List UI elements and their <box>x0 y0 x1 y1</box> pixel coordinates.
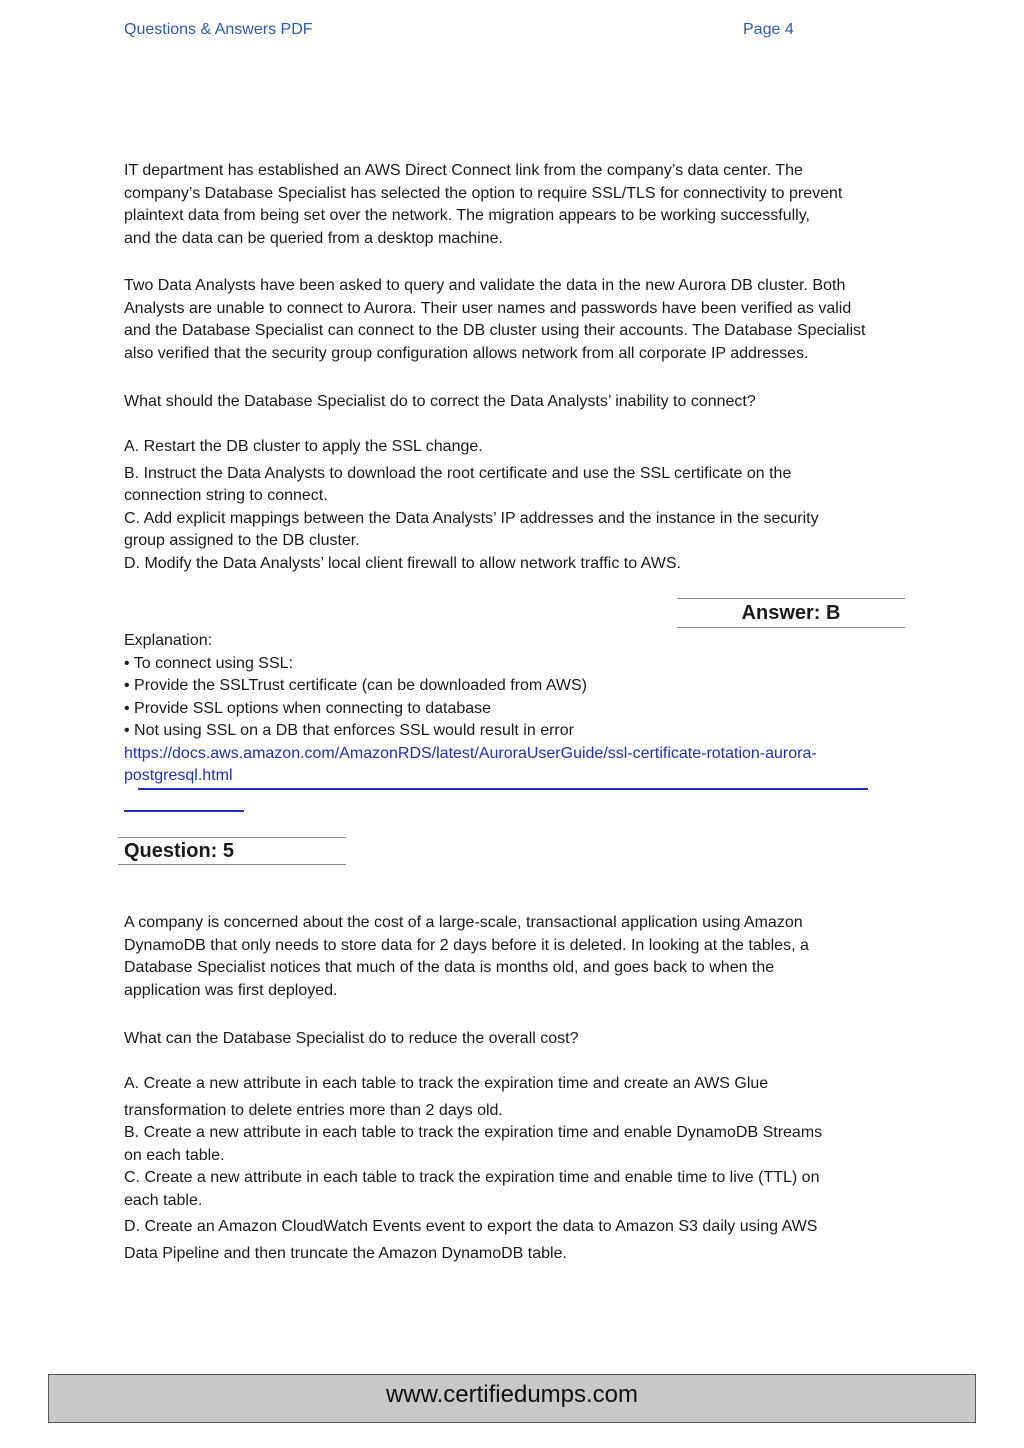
link-underline <box>138 788 868 790</box>
explanation-item: • Provide SSL options when connecting to database <box>124 699 492 717</box>
text-line: IT department has established an AWS Direct Connect link from the company’s data center. The <box>124 162 803 179</box>
option-b: B. Instruct the Data Analysts to download the root certificate and use the SSL certificate on the <box>124 464 792 482</box>
q5-options <box>124 1073 924 1265</box>
reference-link[interactable]: https://docs.aws.amazon.com/AmazonRDS/latest/AuroraUserGuide/ssl-certificate-rotation-aurora- <box>124 744 817 762</box>
header-title: Questions & Answers PDF <box>124 21 313 38</box>
question-title: Question: 5 <box>124 840 235 862</box>
option-b: B. Create a new attribute in each table to track the expiration time and enable DynamoDB Streams <box>124 1124 823 1141</box>
text-line: and the data can be queried from a desktop machine. <box>124 229 503 247</box>
q5-prompt: What can the Database Specialist do to reduce the overall cost? <box>124 1030 579 1047</box>
question-rule-bottom <box>118 864 346 865</box>
option-a: A. Restart the DB cluster to apply the SSL change. <box>124 438 483 455</box>
q4-paragraph-2 <box>124 275 934 365</box>
text-line: also verified that the security group configuration allows network from all corporate IP addresses. <box>124 344 809 362</box>
option-d-cont: Data Pipeline and then truncate the Amazon DynamoDB table. <box>124 1244 567 1262</box>
q4-prompt: What should the Database Specialist do to correct the Data Analysts’ inability to connect? <box>124 393 756 410</box>
option-d: D. Create an Amazon CloudWatch Events event to export the data to Amazon S3 daily using AWS <box>124 1218 818 1235</box>
option-c: C. Create a new attribute in each table to track the expiration time and enable time to live (TTL) on <box>124 1169 820 1186</box>
reference-link-cont[interactable]: postgresql.html <box>124 767 233 784</box>
q4-options <box>124 436 924 575</box>
text-line: A company is concerned about the cost of a large-scale, transactional application using Amazon <box>124 914 803 931</box>
text-line: plaintext data from being set over the network. The migration appears to be working successfully, <box>124 207 810 224</box>
text-line: application was first deployed. <box>124 981 338 999</box>
option-b-cont: on each table. <box>124 1146 225 1164</box>
answer-label: Answer: B <box>741 602 841 624</box>
q5-paragraph <box>124 912 924 1002</box>
text-line: Analysts are unable to connect to Aurora. Their user names and passwords have been verified as valid <box>124 299 852 317</box>
answer-rule-top <box>677 598 905 599</box>
option-c-cont: each table. <box>124 1191 203 1209</box>
explanation-heading: Explanation: <box>124 632 213 649</box>
explanation-item: • Provide the SSLTrust certificate (can be downloaded from AWS) <box>124 677 587 694</box>
option-a: A. Create a new attribute in each table to track the expiration time and create an AWS Glue <box>124 1075 769 1092</box>
text-line: DynamoDB that only needs to store data for 2 days before it is deleted. In looking at the tables, a <box>124 936 809 954</box>
text-line: and the Database Specialist can connect to the DB cluster using their accounts. The Database Specialist <box>124 322 866 339</box>
text-line: Database Specialist notices that much of the data is months old, and goes back to when the <box>124 959 775 976</box>
answer-rule-bottom <box>677 627 905 628</box>
option-d: D. Modify the Data Analysts’ local client firewall to allow network traffic to AWS. <box>124 554 681 572</box>
text-line: Two Data Analysts have been asked to query and validate the data in the new Aurora DB cluster. Both <box>124 277 846 294</box>
q4-paragraph-1 <box>124 160 924 250</box>
option-c: C. Add explicit mappings between the Data Analysts’ IP addresses and the instance in the security <box>124 509 819 527</box>
option-b-cont: connection string to connect. <box>124 487 328 504</box>
explanation-item: • To connect using SSL: <box>124 654 293 672</box>
explanation-item: • Not using SSL on a DB that enforces SSL would result in error <box>124 722 574 739</box>
option-c-cont: group assigned to the DB cluster. <box>124 532 360 549</box>
question-rule-top <box>118 837 346 838</box>
text-line: company’s Database Specialist has selected the option to require SSL/TLS for connectivity to prevent <box>124 184 843 202</box>
option-a-cont: transformation to delete entries more than 2 days old. <box>124 1101 503 1119</box>
link-underline-short <box>124 810 244 812</box>
footer-url[interactable]: www.certifiedumps.com <box>48 1374 976 1423</box>
page-number: Page 4 <box>743 21 794 38</box>
explanation <box>124 630 924 788</box>
